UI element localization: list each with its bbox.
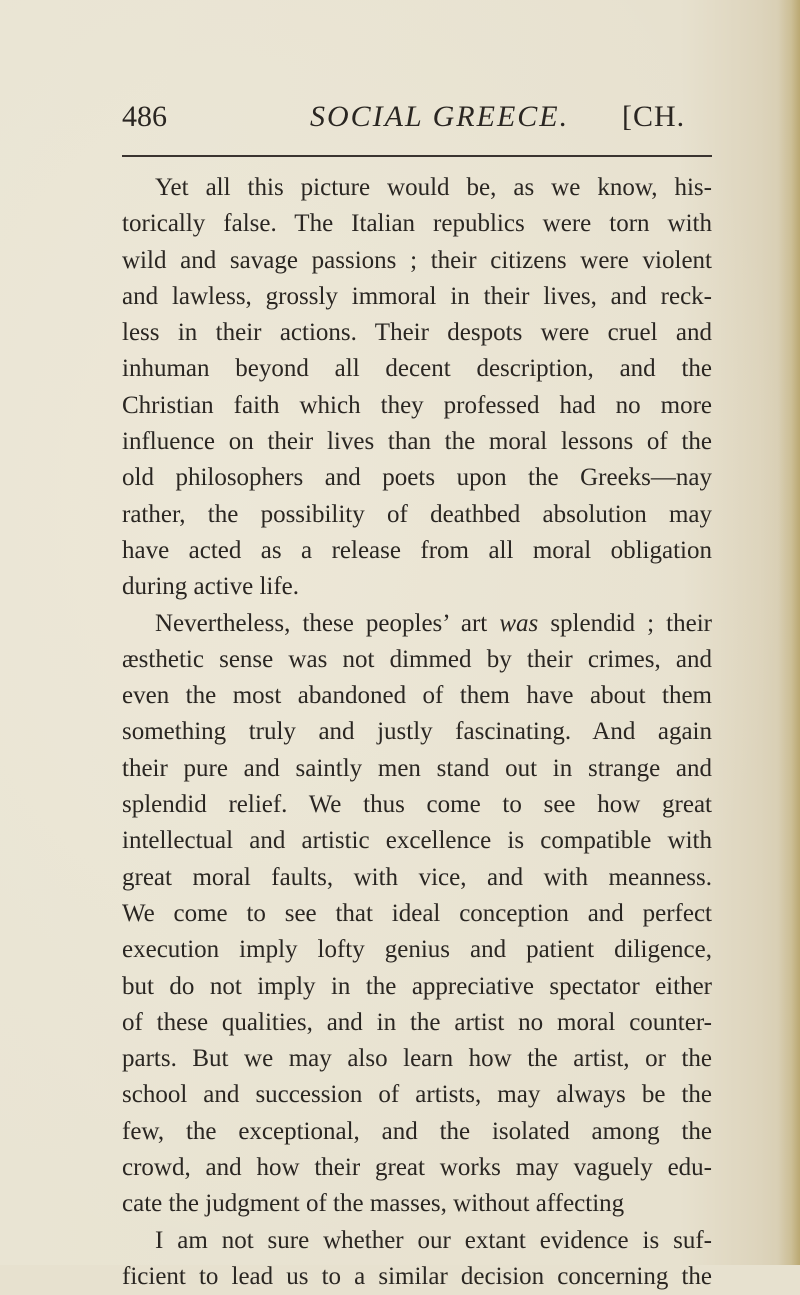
page-edge-shadow (778, 0, 800, 1265)
text-line: but do not imply in the appreciative spectator either (122, 972, 712, 1000)
text-line: something truly and justly fascinating. And again (122, 718, 712, 746)
text-line: cate the judgment of the masses, without affecting (122, 1190, 625, 1218)
running-title: SOCIAL GREECE. (310, 100, 570, 133)
text-line: during active life. (122, 573, 300, 601)
text-line: splendid relief. We thus come to see how great (122, 791, 712, 819)
text-line: We come to see that ideal conception and perfect (122, 899, 712, 927)
text-line: intellectual and artistic excellence is compatible with (122, 827, 712, 855)
text-line: wild and savage passions ; their citizens were violent (122, 246, 712, 274)
text-line: even the most abandoned of them have about them (122, 682, 712, 710)
text-line: inhuman beyond all decent description, and the (122, 355, 712, 383)
body-text (122, 170, 712, 1295)
page-number: 486 (122, 100, 167, 133)
text-line: I am not sure whether our extant evidence is suf- (155, 1226, 712, 1254)
running-header (122, 100, 712, 150)
text-line: school and succession of artists, may always be the (122, 1081, 712, 1109)
text-line: Christian faith which they professed had no more (122, 391, 712, 419)
text-line: less in their actions. Their despots were cruel and (122, 319, 712, 347)
text-line: have acted as a release from all moral obligation (122, 536, 712, 564)
paragraph-1 (122, 170, 712, 606)
text-line: influence on their lives than the moral lessons of the (122, 428, 712, 456)
text-line: few, the exceptional, and the isolated among the (122, 1117, 712, 1145)
text-line: their pure and saintly men stand out in strange and (122, 754, 712, 782)
text-line: æsthetic sense was not dimmed by their crimes, and (122, 645, 712, 673)
italic-emphasis: was (499, 609, 539, 637)
text-line: rather, the possibility of deathbed absolution may (122, 500, 712, 528)
text-line: great moral faults, with vice, and with meanness. (122, 863, 712, 891)
text-run: splendid ; their (538, 609, 712, 637)
text-line: of these qualities, and in the artist no moral counter- (122, 1008, 712, 1036)
text-line: crowd, and how their great works may vaguely edu- (122, 1154, 712, 1182)
paragraph-3 (122, 1223, 712, 1295)
text-line: Yet all this picture would be, as we know, his- (155, 174, 712, 201)
header-rule (122, 155, 712, 157)
chapter-reference: [CH. (622, 100, 686, 133)
text-line: old philosophers and poets upon the Greeks—nay (122, 464, 712, 492)
text-line: parts. But we may also learn how the artist, or the (122, 1045, 712, 1073)
text-run: Nevertheless, these peoples’ art (155, 609, 500, 637)
text-line: torically false. The Italian republics were torn with (122, 210, 712, 238)
paragraph-2 (122, 606, 712, 1223)
text-line: execution imply lofty genius and patient diligence, (122, 936, 712, 964)
text-line: ficient to lead us to a similar decision concerning the (122, 1262, 712, 1290)
text-line: and lawless, grossly immoral in their lives, and reck- (122, 282, 712, 310)
text-line (122, 606, 712, 642)
